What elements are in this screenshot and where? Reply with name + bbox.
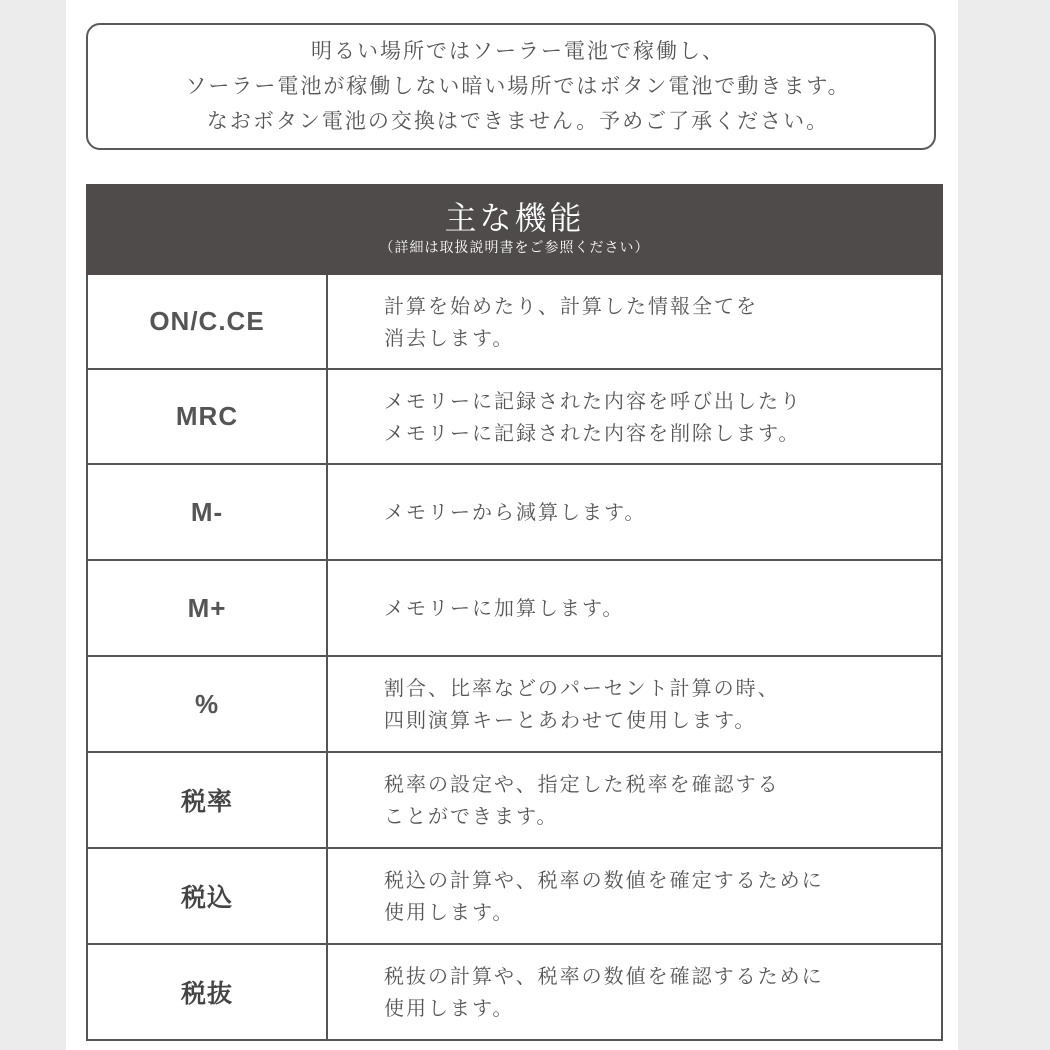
functions-title: 主な機能 [444,198,585,237]
function-row-m-plus [87,560,942,656]
description-line: ことができます。 [384,804,559,828]
description-line: 四則演算キーとあわせて使用します。 [384,708,757,732]
description-line: 割合、比率などのパーセント計算の時、 [384,676,780,700]
function-key: 税率 [87,752,327,848]
description-line: 税抜の計算や、税率の数値を確認するために [384,964,824,988]
function-key: MRC [87,369,327,464]
functions-subtitle: （詳細は取扱説明書をご参照ください） [379,239,650,256]
function-key: 税込 [87,848,327,944]
description-line: メモリーに記録された内容を呼び出したり [384,388,802,413]
function-description [327,369,942,464]
function-row-percent [87,656,942,752]
description-line: 消去します。 [384,325,515,350]
description-line: メモリーに記録された内容を削除します。 [384,420,801,445]
description-line: 税込の計算や、税率の数値を確定するために [384,868,824,892]
function-row-m-minus [87,464,942,560]
function-row-mrc [87,369,942,464]
function-description [327,656,942,752]
function-description [327,848,942,944]
description-line: メモリーから減算します。 [384,500,647,524]
functions-header [87,185,942,274]
function-row-tax-included [87,848,942,944]
function-description [327,464,942,560]
description-line: 使用します。 [384,996,515,1020]
functions-table [86,184,943,1041]
description-line: 使用します。 [384,900,515,924]
notice-line: なおボタン電池の交換はできません。予めご了承ください。 [206,109,830,133]
function-description [327,752,942,848]
function-key: 税抜 [87,944,327,1040]
function-description [327,944,942,1040]
description-line: 税率の設定や、指定した税率を確認する [384,772,780,796]
function-row-on-c-ce [87,274,942,369]
description-line: 計算を始めたり、計算した情報全てを [384,293,758,318]
function-row-tax-rate [87,752,942,848]
notice-line: ソーラー電池が稼働しない暗い場所ではボタン電池で動きます。 [185,74,851,98]
function-row-tax-excluded [87,944,942,1040]
description-line: メモリーに加算します。 [384,596,625,620]
function-key: % [87,656,327,752]
function-description [327,560,942,656]
function-description [327,274,942,369]
battery-notice-box [86,23,936,150]
functions-header-row [87,185,942,274]
function-key: M+ [87,560,327,656]
function-key: M- [87,464,327,560]
notice-line: 明るい場所ではソーラー電池で稼働し、 [311,39,725,63]
function-key: ON/C.CE [87,274,327,369]
